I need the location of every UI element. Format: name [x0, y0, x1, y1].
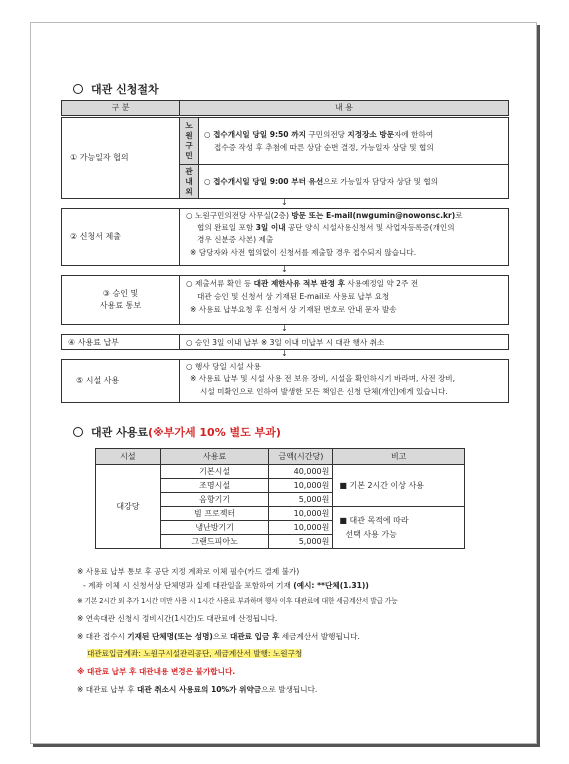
n4e: 세금계산서 발행됩니다. [279, 632, 360, 641]
down-arrow-icon: ↓ [281, 198, 288, 207]
tag-nowon-residents [180, 118, 199, 165]
step2-l2c: 공단 양식 시설사용신청서 및 사업자등록증(개인의 [285, 223, 455, 232]
tag-nowon-label: 노원구민 [185, 121, 193, 160]
step1-row1-bold2: 지정장소 방문 [347, 130, 395, 139]
item-price: 5,000원 [269, 535, 333, 549]
step3-content-cell [179, 275, 509, 325]
note-account [87, 648, 302, 659]
circle-bullet-icon [73, 427, 83, 437]
note-tax-invoice [77, 631, 360, 642]
section-title-fees [73, 424, 281, 440]
step5-line3: 시설 미확인으로 인하여 발생한 모든 책임은 신청 단체(개인)에게 있습니다. [200, 387, 448, 396]
step5-content-cell [179, 359, 509, 403]
n7b: 대관 취소시 사용료의 10%가 위약금 [137, 685, 262, 694]
step1-row1-bold: 접수개시일 당일 9:50 까지 [213, 130, 306, 139]
tag-inside-outside [180, 165, 199, 198]
col-fee: 사용료 [160, 449, 269, 465]
step1-row1-line1 [204, 129, 433, 140]
step4-content-cell [179, 334, 509, 350]
note-transfer-example: (예시: **단체(1.31)) [293, 581, 369, 590]
header-label-content: 내 용 [335, 103, 353, 112]
col-price: 금액(시간당) [269, 449, 333, 465]
header-col-content [179, 100, 509, 116]
section-title-procedure [73, 81, 159, 97]
step1-label-cell [61, 117, 180, 199]
remark-basic: ■ 기본 2시간 이상 사용 [333, 465, 465, 507]
step3-line1 [186, 278, 418, 289]
note-cancel-penalty [77, 684, 317, 695]
item-name: 냉난방기기 [160, 521, 269, 535]
item-name: 그랜드피아노 [160, 535, 269, 549]
down-arrow-icon: ↓ [281, 265, 288, 274]
item-name: 빔 프로젝터 [160, 507, 269, 521]
section-title-text: 대관 신청절차 [91, 83, 159, 96]
step3-label-cell [61, 275, 180, 325]
fees-title-note: (※부가세 10% 별도 부과) [147, 426, 281, 439]
note-payment-transfer: ※ 사용료 납부 통보 후 공단 지정 계좌로 이체 필수(카드 결제 불가) [77, 567, 300, 576]
step3-note: ※ 사용료 납부요청 후 신청서 상 기재된 번호로 안내 문자 발송 [190, 305, 397, 314]
n4a: ※ 대관 접수시 [77, 632, 128, 641]
remark-optional [333, 507, 465, 549]
step2-l1a: ○ 노원구민의전당 사무실(2층) [186, 211, 292, 220]
fee-table-header [96, 449, 465, 465]
item-name: 기본시설 [160, 465, 269, 479]
step5-label-cell [61, 359, 180, 403]
down-arrow-icon: ↓ [281, 324, 288, 333]
n7a: ※ 대관료 납부 후 [77, 685, 138, 694]
step2-l1c: 로 [455, 211, 463, 220]
note-transfer-text: - 계좌 이체 시 신청서상 단체명과 실제 대관일을 포함하여 기재 [83, 581, 294, 590]
step1-row1-line2: 접수증 작성 후 추첨에 따른 상담 순번 결정, 가능일자 상담 및 협의 [214, 143, 434, 152]
n4d: 대관료 입금 후 [229, 632, 280, 641]
divider [199, 164, 508, 165]
step3-line2: 대관 승인 및 신청서 상 기재된 E-mail로 사용료 납부 요청 [197, 292, 390, 301]
note-transfer-detail [83, 580, 369, 591]
step2-line1 [186, 210, 463, 221]
item-price: 10,000원 [269, 507, 333, 521]
note-extra-hour: ※ 기본 2시간 외 추가 1시간 미만 사용 시 1시간 사용료 부과하며 행사 이후 대관료에 대한 세금계산서 발급 가능 [77, 597, 398, 605]
step1-row1-rest2: 자에 한하여 [394, 130, 434, 139]
step1-label: ① 가능일자 협의 [70, 153, 129, 162]
step5-label: ⑤ 시설 사용 [76, 376, 120, 385]
step5-line2: ※ 사용료 납부 및 시설 사용 전 보유 장비, 시설을 확인하시기 바라며, 사전 장비, [190, 374, 456, 383]
n4c: 으로 [212, 632, 230, 641]
item-price: 5,000원 [269, 493, 333, 507]
step2-note: ※ 담당자와 사전 협의없이 신청서를 제출할 경우 접수되지 않습니다. [190, 248, 417, 257]
step4-label: ④ 사용료 납부 [68, 338, 119, 347]
remark-optional-line1: ■ 대관 목적에 따라 [339, 516, 409, 525]
bullet: ○ [204, 177, 211, 186]
step5-line1: ○ 행사 당일 시설 사용 [186, 362, 261, 371]
step1-content-cell [179, 117, 509, 199]
step3-l1b: 대관 제한사유 적부 판정 후 [253, 279, 345, 288]
step2-l2a: 협의 완료일 포함 [197, 223, 256, 232]
step2-l2b: 3일 이내 [255, 223, 286, 232]
step3-label-line1: ③ 승인 및 [102, 289, 139, 298]
note-no-change: ※ 대관료 납부 후 대관내용 변경은 불가합니다. [77, 667, 236, 676]
document-page [30, 22, 537, 744]
facility-name: 대강당 [96, 465, 161, 549]
fee-table [95, 448, 465, 549]
step1-row2-line [204, 176, 438, 187]
step3-l1a: ○ 제출서류 확인 등 [186, 279, 254, 288]
bullet: ○ [204, 130, 211, 139]
account-highlight: 대관료입금계좌: 노원구시설관리공단, 세금계산서 발행: 노원구청 [87, 649, 303, 658]
circle-bullet-icon [73, 84, 83, 94]
col-remarks: 비고 [333, 449, 465, 465]
step3-l1c: 사용예정일 약 2주 전 [344, 279, 419, 288]
step4-text: ○ 승인 3일 이내 납부 ※ 3일 이내 미납부 시 대관 행사 취소 [186, 338, 385, 347]
header-label-category: 구 분 [111, 103, 130, 112]
step2-label: ② 신청서 제출 [70, 232, 121, 241]
step1-row2-rest: 으로 가능일자 담당자 상담 및 협의 [323, 177, 438, 186]
remark-optional-line2: 선택 사용 가능 [345, 530, 397, 539]
fees-title-text: 대관 사용료 [91, 426, 148, 439]
col-facility: 시설 [96, 449, 161, 465]
n4b: 기재된 단체명(또는 성명) [127, 632, 213, 641]
step2-line3: 경우 신분증 사본) 제출 [197, 235, 274, 244]
step1-row1-rest: 구민의전당 [305, 130, 348, 139]
down-arrow-icon: ↓ [281, 349, 288, 358]
header-col-category [61, 100, 180, 116]
item-price: 40,000원 [269, 465, 333, 479]
step2-label-cell [61, 208, 180, 266]
step2-l1b: 방문 또는 E-mail(nwgumin@nowonsc.kr) [291, 211, 456, 220]
step4-label-cell [61, 334, 180, 350]
step2-content-cell [179, 208, 509, 266]
item-name: 조명시설 [160, 479, 269, 493]
table-row [96, 465, 465, 479]
step2-line2 [197, 222, 455, 233]
tag-inout-label: 관내외 [185, 167, 193, 196]
item-price: 10,000원 [269, 479, 333, 493]
note-continuous: ※ 연속대관 신청시 정비시간(1시간)도 대관료에 산정됩니다. [77, 614, 278, 623]
n7c: 으로 발생됩니다. [261, 685, 318, 694]
item-price: 10,000원 [269, 521, 333, 535]
step1-row2-bold: 접수개시일 당일 9:00 부터 유선 [213, 177, 324, 186]
step3-label-line2: 사용료 통보 [99, 301, 142, 310]
item-name: 음향기기 [160, 493, 269, 507]
